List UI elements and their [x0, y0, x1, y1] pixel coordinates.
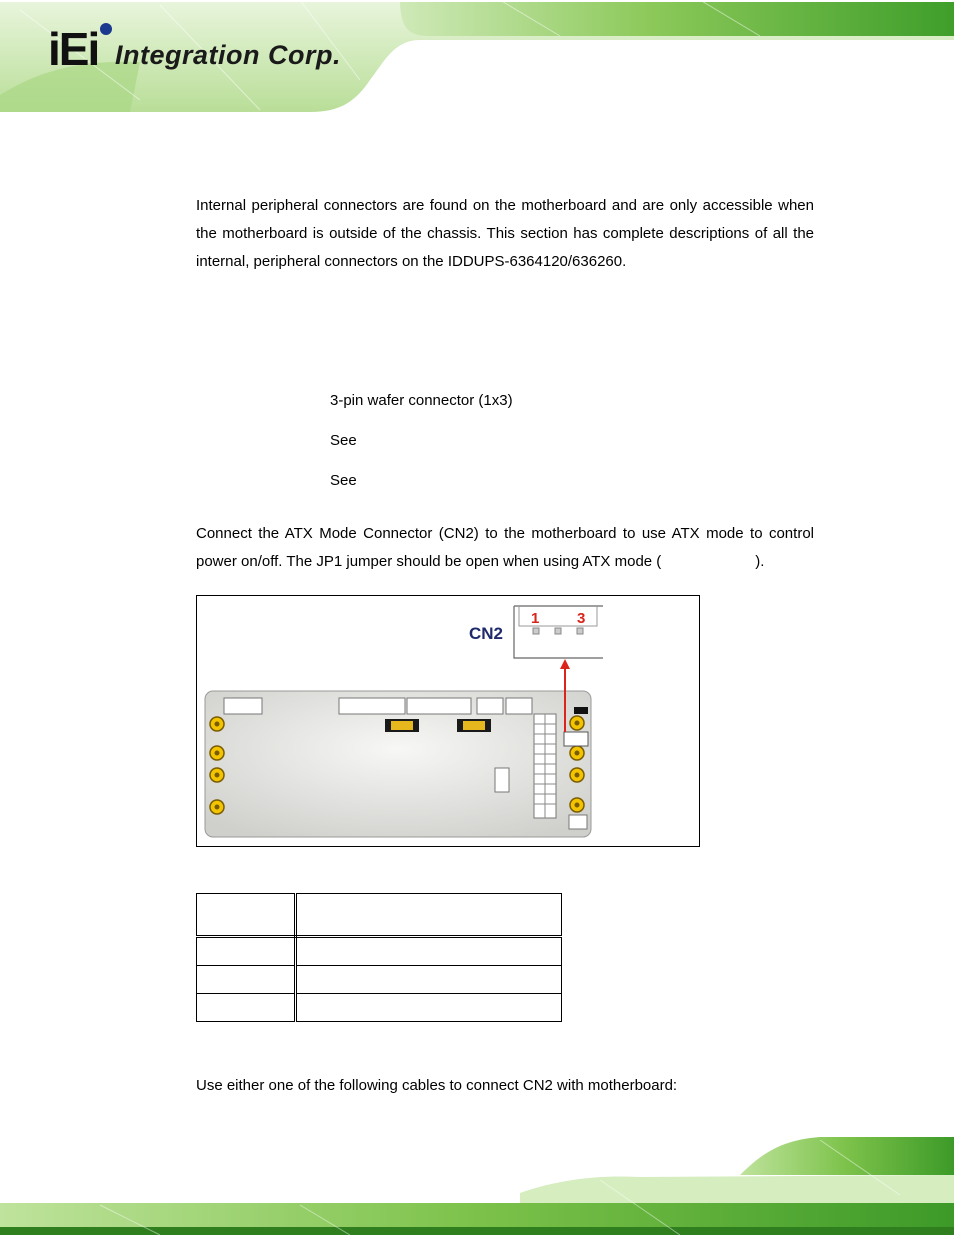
pin-3-label: 3: [577, 610, 586, 627]
jp1-jumper: [574, 707, 588, 714]
description-paragraph: [196, 520, 814, 576]
table-row: [197, 994, 562, 1022]
wafer-connector: [569, 815, 587, 829]
header-connector: [477, 698, 503, 714]
table-header-row: [197, 894, 562, 937]
description-part2: ).: [755, 553, 765, 570]
pinout-table: [196, 893, 562, 1022]
table-header-cell: [296, 894, 562, 937]
header-connector: [339, 698, 405, 714]
cn2-pin: [533, 628, 539, 634]
fuse: [463, 721, 485, 730]
connector-pinouts-see: See: [330, 472, 357, 489]
table-cell: [197, 966, 296, 994]
table-row: [197, 966, 562, 994]
pointer-arrow-head: [560, 659, 570, 669]
intro-paragraph: Internal peripheral connectors are found on the motherboard and are only accessible when the motherboard is outside of the chassis. This section has complete descriptions of all the internal, peripheral connectors on the IDDUPS-6364120/636260.: [196, 197, 814, 270]
logo-mark: iEi: [48, 23, 99, 75]
footer-banner: [0, 1135, 954, 1235]
wafer-connector: [495, 768, 509, 792]
cn2-label: CN2: [469, 624, 504, 643]
table-cell: [296, 994, 562, 1022]
table-row: [197, 937, 562, 966]
description-part1: Connect the ATX Mode Connector (CN2) to the motherboard to use ATX mode to control power on/off. The JP1 jumper should be open when using ATX mode (: [196, 525, 814, 570]
footer-graphic: [0, 1135, 954, 1235]
logo-dot-icon: [100, 23, 112, 35]
cn2-pin: [577, 628, 583, 634]
logo-text: Integration Corp.: [115, 40, 341, 70]
table-header-cell: [197, 894, 296, 937]
header-banner: [0, 0, 954, 115]
connector-location-see: See: [330, 432, 357, 449]
fuse: [391, 721, 413, 730]
connector-type-value: 3-pin wafer connector (1x3): [330, 392, 513, 409]
connector-location-figure: [196, 595, 700, 847]
cn2-on-board: [564, 732, 588, 746]
cn2-pin: [555, 628, 561, 634]
board-diagram: [197, 596, 699, 846]
header-connector: [407, 698, 471, 714]
table-cell: [197, 994, 296, 1022]
cables-paragraph: Use either one of the following cables to connect CN2 with motherboard:: [196, 1077, 678, 1094]
table-cell: [296, 966, 562, 994]
table-cell: [296, 937, 562, 966]
pin-1-label: 1: [531, 610, 540, 627]
header-connector: [224, 698, 262, 714]
header-connector: [506, 698, 532, 714]
table-cell: [197, 937, 296, 966]
